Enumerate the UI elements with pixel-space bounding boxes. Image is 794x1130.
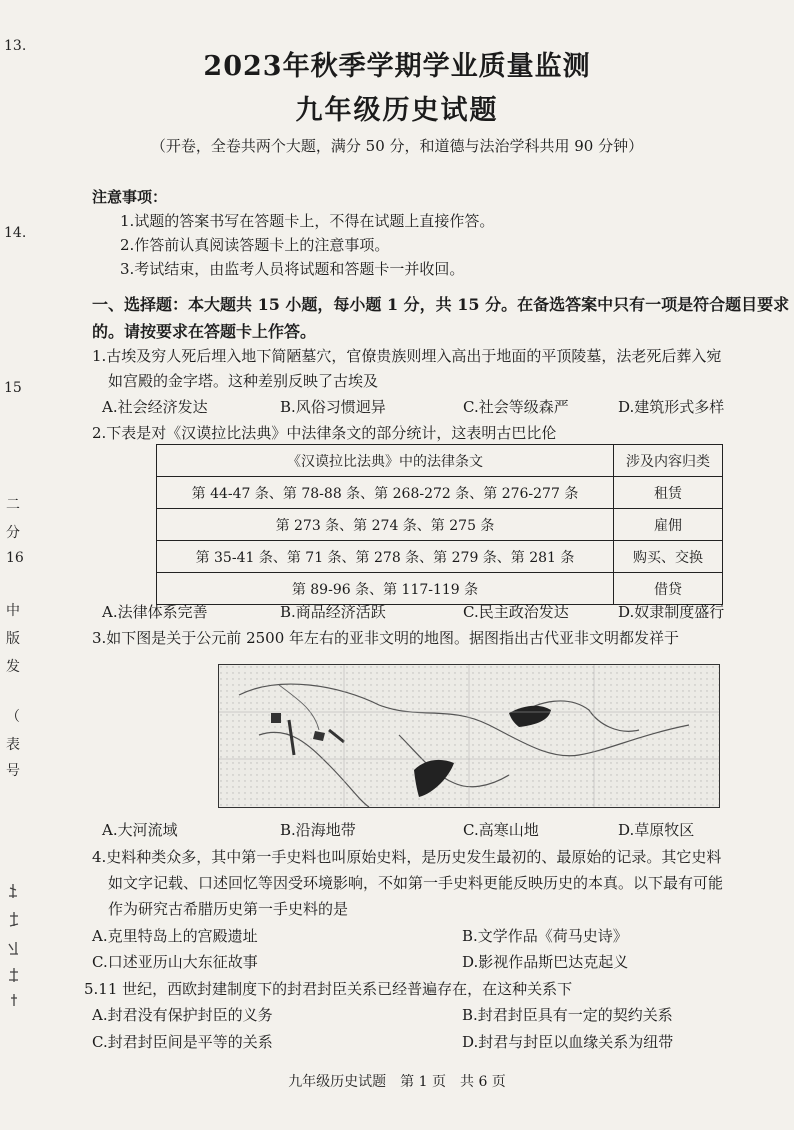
page-footer: 九年级历史试题 第 1 页 共 6 页: [288, 1074, 506, 1090]
q4-option-c[interactable]: C.口述亚历山大东征故事: [92, 953, 258, 971]
question-4-stem: 4.史料种类众多，其中第一手史料也叫原始史料，是历史发生最初的、最原始的记录。其它史料: [92, 848, 722, 866]
notes-heading: 注意事项：: [92, 188, 168, 206]
q5-option-c[interactable]: C.封君封臣间是平等的关系: [92, 1033, 273, 1051]
question-2-stem: 2.下表是对《汉谟拉比法典》中法律条文的部分统计，这表明古巴比伦: [92, 424, 557, 442]
margin-mark: 15: [4, 380, 22, 396]
table-header: 涉及内容归类: [614, 445, 723, 477]
q4-option-d[interactable]: D.影视作品斯巴达克起义: [462, 953, 629, 971]
table-cell: 购买、交换: [614, 541, 723, 573]
q1-option-a[interactable]: A.社会经济发达: [102, 398, 208, 416]
q2-option-d[interactable]: D.奴隶制度盛行: [618, 603, 725, 621]
handwriting-marks: [4, 880, 26, 1010]
question-1-stem-cont: 如宫殿的金字塔。这种差别反映了古埃及: [108, 372, 379, 390]
q1-option-c[interactable]: C.社会等级森严: [463, 398, 569, 416]
margin-mark: （: [6, 709, 20, 725]
law-table: [156, 444, 723, 605]
exam-subtitle: 九年级历史试题: [295, 95, 499, 126]
table-cell: 借贷: [614, 573, 723, 605]
q5-option-a[interactable]: A.封君没有保护封臣的义务: [92, 1006, 273, 1024]
margin-mark: 中: [6, 603, 20, 619]
notes-item: 3.考试结束，由监考人员将试题和答题卡一并收回。: [120, 260, 465, 278]
q1-option-b[interactable]: B.风俗习惯迥异: [280, 398, 386, 416]
table-cell: 第 35-41 条、第 71 条、第 278 条、第 279 条、第 281 条: [157, 541, 614, 573]
q4-option-a[interactable]: A.克里特岛上的宫殿遗址: [92, 927, 258, 945]
q3-option-d[interactable]: D.草原牧区: [618, 821, 695, 839]
q2-option-b[interactable]: B.商品经济活跃: [280, 603, 386, 621]
table-row: [157, 509, 723, 541]
q5-option-d[interactable]: D.封君与封臣以血缘关系为纽带: [462, 1033, 674, 1051]
table-cell: 雇佣: [614, 509, 723, 541]
margin-mark: 13.: [4, 38, 27, 54]
notes-item: 1.试题的答案书写在答题卡上，不得在试题上直接作答。: [120, 212, 495, 230]
q2-option-c[interactable]: C.民主政治发达: [463, 603, 569, 621]
q2-option-a[interactable]: A.法律体系完善: [102, 603, 208, 621]
table-cell: 第 44-47 条、第 78-88 条、第 268-272 条、第 276-277 条: [157, 477, 614, 509]
q3-option-a[interactable]: A.大河流域: [102, 821, 178, 839]
question-4-stem-cont: 如文字记载、口述回忆等因受环境影响，不如第一手史料更能反映历史的本真。以下最有可能: [108, 874, 724, 892]
q3-option-b[interactable]: B.沿海地带: [280, 821, 356, 839]
margin-mark: 14.: [4, 225, 27, 241]
question-5-stem: 5.11 世纪，西欧封建制度下的封君封臣关系已经普遍存在，在这种关系下: [84, 980, 573, 998]
table-header-row: [157, 445, 723, 477]
margin-mark: 版: [6, 631, 20, 647]
margin-mark: 号: [6, 763, 20, 779]
exam-instructions: （开卷，全卷共两个大题，满分 50 分，和道德与法治学科共用 90 分钟）: [150, 137, 644, 155]
question-1-stem: 1.古埃及穷人死后埋入地下简陋墓穴，官僚贵族则埋入高出于地面的平顶陵墓，法老死后葬入宛: [92, 347, 722, 365]
q3-option-c[interactable]: C.高寒山地: [463, 821, 539, 839]
table-row: [157, 477, 723, 509]
section-heading: 一、选择题：本大题共 15 小题，每小题 1 分，共 15 分。在备选答案中只有一项是符合题目要求: [92, 295, 790, 314]
map-illustration: [219, 665, 719, 807]
table-cell: 第 89-96 条、第 117-119 条: [157, 573, 614, 605]
table-row: [157, 573, 723, 605]
margin-mark: 16: [6, 550, 24, 566]
question-3-stem: 3.如下图是关于公元前 2500 年左右的亚非文明的地图。据图指出古代亚非文明都发祥于: [92, 629, 680, 647]
q4-option-b[interactable]: B.文学作品《荷马史诗》: [462, 927, 628, 945]
question-4-stem-cont: 作为研究古希腊历史第一手史料的是: [108, 900, 349, 918]
margin-mark: 分: [6, 525, 20, 541]
notes-item: 2.作答前认真阅读答题卡上的注意事项。: [120, 236, 390, 254]
section-heading-cont: 的。请按要求在答题卡上作答。: [92, 322, 317, 341]
table-header: 《汉谟拉比法典》中的法律条文: [157, 445, 614, 477]
table-cell: 租赁: [614, 477, 723, 509]
margin-mark: 二: [6, 497, 20, 513]
table-cell: 第 273 条、第 274 条、第 275 条: [157, 509, 614, 541]
q1-option-d[interactable]: D.建筑形式多样: [618, 398, 725, 416]
margin-mark: 发: [6, 659, 20, 675]
q5-option-b[interactable]: B.封君封臣具有一定的契约关系: [462, 1006, 673, 1024]
exam-title: 2023年秋季学期学业质量监测: [203, 51, 591, 82]
civilization-map: [218, 664, 720, 808]
table-row: [157, 541, 723, 573]
margin-mark: 表: [6, 737, 20, 753]
